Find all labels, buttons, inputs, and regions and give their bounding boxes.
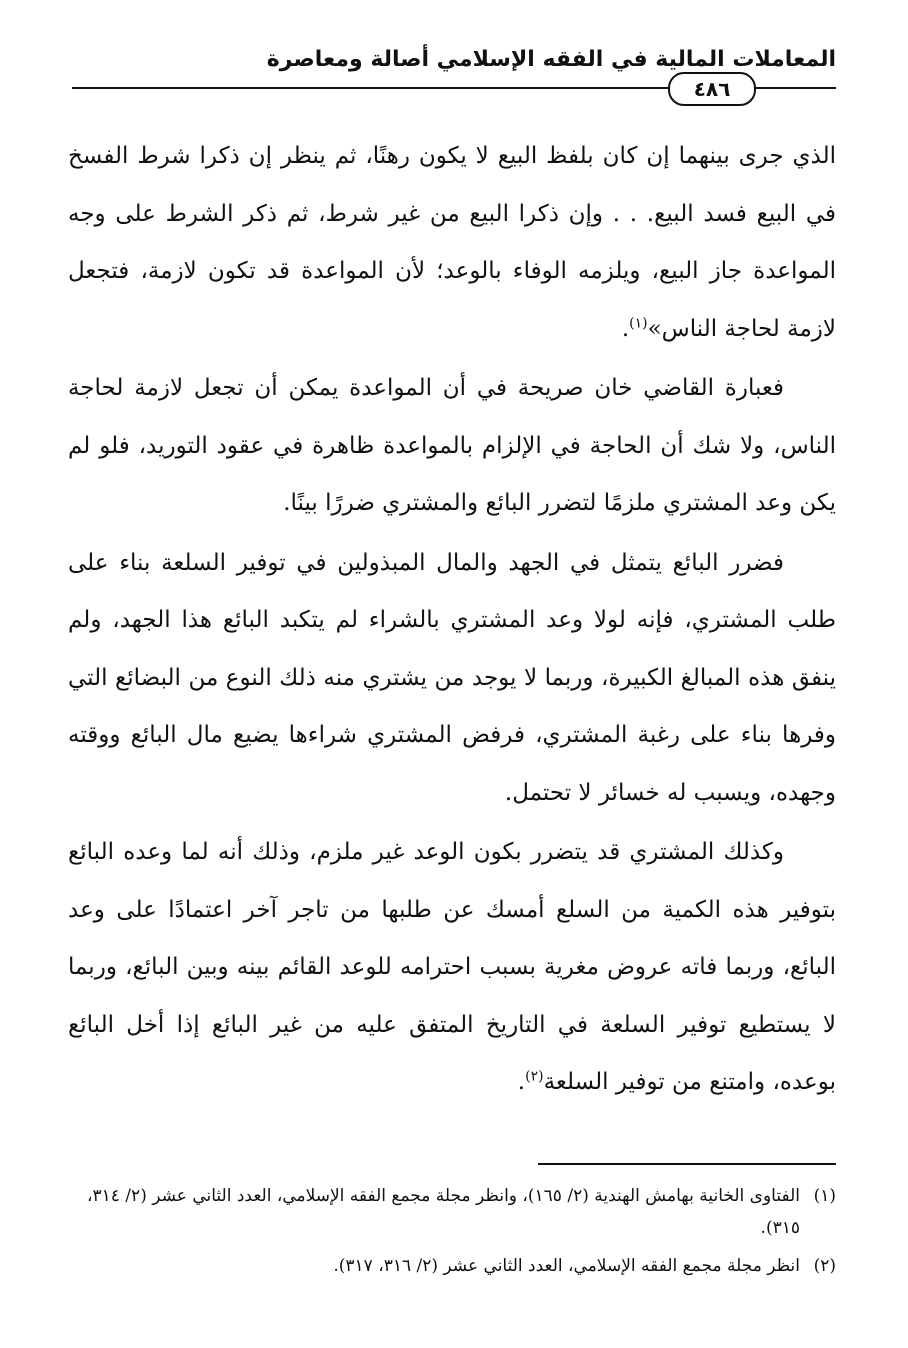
body-text [68,128,836,1114]
paragraph-quote-continuation [68,128,836,358]
running-header-title: المعاملات المالية في الفقه الإسلامي أصالة ومعاصرة [266,47,836,72]
footnote-separator [538,1163,836,1165]
footnote-number: (١) [813,1186,836,1206]
paragraph-end-mark: . [517,1069,526,1095]
footnote-2 [72,1250,836,1282]
paragraph-end-mark: . [621,315,630,342]
paragraph-seller-harm: فضرر البائع يتمثل في الجهد والمال المبذولين في توفير السلعة بناء على طلب المشتري، فإنه لولا وعد المشتري بالشراء لم يتكبد البائع هذا الجهد، ولم ينفق هذه المبالغ الكبيرة، وربما لا يوجد من يشتري منه ذلك النوع من البضائع التي وفرها بناء على رغبة المشتري، فرفض المشتري شراءها يضيع مال البائع ووقته وجهده، ويسبب له خسائر لا تحتمل. [68,549,836,806]
footnote-text: انظر مجلة مجمع الفقه الإسلامي، العدد الثاني عشر (٢/ ٣١٦، ٣١٧). [333,1256,800,1276]
footnote-reference-2: (٢) [525,1068,544,1085]
footnote-reference-1: (١) [629,314,648,331]
footnote-1 [72,1180,836,1244]
paragraph-text: وكذلك المشتري قد يتضرر بكون الوعد غير ملزم، وذلك أنه لما وعده البائع بتوفير هذه الكمية من السلع أمسك عن طلبها من تاجر آخر اعتمادًا على وعد البائع، وربما فاته عروض مغرية بسبب احترامه للوعد القائم بينه وبين البائع، وربما لا يستطيع توفير السلعة في التاريخ المتفق عليه من غير البائع إذا أخل البائع بوعده، وامتنع من توفير السلعة [68,839,836,1095]
footnote-text: الفتاوى الخانية بهامش الهندية (٢/ ١٦٥)، وانظر مجلة مجمع الفقه الإسلامي، العدد الثاني عشر (٢/ ٣١٤، ٣١٥). [87,1186,800,1238]
paragraph-buyer-harm [68,824,836,1112]
footnote-number: (٢) [813,1256,836,1276]
page-number: ٤٨٦ [668,72,756,106]
paragraph-qadi-khan: فعبارة القاضي خان صريحة في أن المواعدة يمكن أن تجعل لازمة لحاجة الناس، ولا شك أن الحاجة في الإلزام بالمواعدة ظاهرة في عقود التوريد، فلو لم يكن وعد المشتري ملزمًا لتضرر البائع والمشتري ضررًا بينًا. [68,375,836,516]
paragraph-text: الذي جرى بينهما إن كان بلفظ البيع لا يكون رهنًا، ثم ينظر إن ذكرا شرط الفسخ في البيع فسد البيع. . . وإن ذكرا البيع من غير شرط، ثم ذكر الشرط على وجه المواعدة جاز البيع، ويلزمه الوفاء بالوعد؛ لأن المواعدة قد تكون لازمة، فتجعل لازمة لحاجة الناس» [68,143,836,342]
footnotes [72,1180,836,1288]
